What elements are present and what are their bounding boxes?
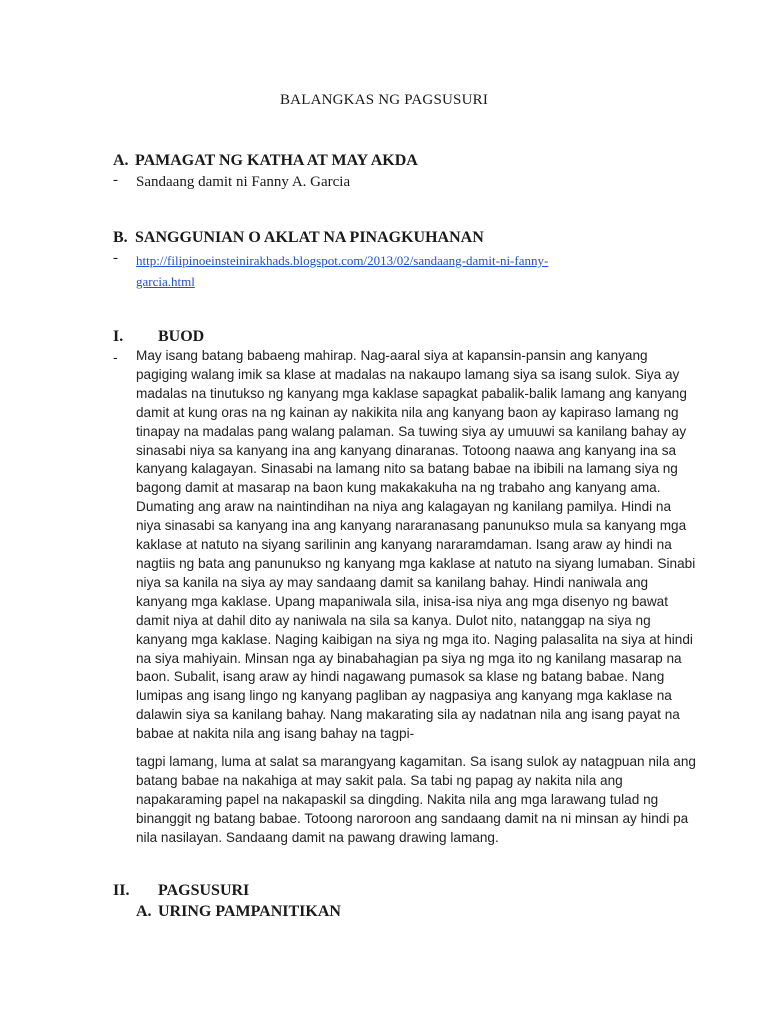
section-b-marker: B.: [113, 229, 128, 246]
section-a-bullet: -: [113, 172, 118, 188]
section-a-heading: [113, 152, 418, 170]
summary-paragraph-2: tagpi lamang, luma at salat sa marangyang kagamitan. Sa isang sulok ay natagpuan nila ang batang babae na nakahiga at may sakit pala. Sa tabi ng papag ay nakita nila ang napakaraming papel na nakapaskil sa dingding. Nakita nila ang mga larawang tulad ng binanggit ng batang babae. Totoong naroroon ang sandaang damit na ni minsan ay hindi pa nila nasilayan. Sandaang damit na pawang drawing lamang.: [136, 754, 696, 845]
summary-paragraph-1: May isang batang babaeng mahirap. Nag-aaral siya at kapansin-pansin ang kanyang pagiging walang imik sa klase at madalas na nakaupo lamang siya sa isang sulok. Siya ay madalas na tinutukso ng kanyang mga kaklase sapagkat pabalik-balik lamang ang kanyang damit at kung oras na ng kainan ay nakikita nila ang kanyang baon ay kapiraso lamang ng tinapay na madalas pang walang palaman. Sa tuwing siya ay umuuwi sa kanilang bahay ay sinasabi niya sa kanyang ina ang kanyang dinaranas. Totoong naawa ang kanyang ina sa kanyang kalagayan. Sinasabi na lamang nito sa batang babae na ibibili na lamang siya ng bagong damit at masarap na baon kung makakakuha na ng trabaho ang kanyang ama. Dumating ang araw na naintindihan na niya ang kalagayan ng kanilang pamilya. Hindi na niya sinasabi sa kanyang ina ang kanyang nararanasang panunukso mula sa kanyang mga kaklase at natuto na siyang sarilinin ang kanyang nararamdaman. Isang araw ay hindi na nagtiis ng bata ang panunukso ng kanyang mga kaklase at natuto na siyang lumaban. Sinabi niya sa kanila na siya ay may sandaang damit sa kanilang bahay. Hindi naniwala ang kanyang mga kaklase. Upang mapaniwala sila, inisa-isa niya ang mga disenyo ng bawat damit niya at dahil dito ay naniwala na sila sa kanya. Dulot nito, natanggap na siya ng kanyang mga kaklase. Naging kaibigan na siya ng mga ito. Naging palasalita na siya at hindi na siya mahiyain. Minsan nga ay binabahagian pa siya ng mga ito ng kanilang masarap na baon. Subalit, isang araw ay hindi nagawang pumasok sa klase ng batang babae. Nang lumipas ang isang lingo ng kanyang pagliban ay nagpasiya ang kanyang mga kaklase na dalawin siya sa kanilang bahay. Nang makarating sila ay nadatnan nila ang isang payat na babae at nakita nila ang isang bahay na tagpi-: [136, 348, 696, 742]
summary-bullet: -: [113, 349, 118, 365]
document-title: BALANGKAS NG PAGSUSURI: [279, 92, 489, 108]
section-i-marker: I.: [113, 328, 124, 345]
section-ii-a-title: URING PAMPANITIKAN: [158, 903, 341, 920]
section-ii-title: PAGSUSURI: [158, 882, 250, 899]
section-ii-marker: II.: [113, 882, 130, 899]
section-b-title: SANGGUNIAN O AKLAT NA PINAGKUHANAN: [135, 229, 484, 246]
section-a-title: PAMAGAT NG KATHA AT MAY AKDA: [135, 152, 418, 169]
section-ii-a-marker: A.: [136, 903, 152, 920]
section-i-title: BUOD: [158, 328, 205, 345]
source-link[interactable]: [136, 250, 636, 292]
section-b-bullet: -: [113, 250, 118, 266]
section-i-heading: [113, 328, 204, 346]
section-a-marker: A.: [113, 152, 129, 169]
source-link-line2[interactable]: garcia.html: [136, 274, 195, 289]
section-b-heading: [113, 229, 484, 247]
source-link-line1[interactable]: http://filipinoeinsteinirakhads.blogspot.com/2013/02/sandaang-damit-ni-fanny-: [136, 253, 549, 268]
section-ii-heading: [113, 882, 249, 900]
section-ii-a-heading: [136, 903, 341, 921]
section-a-item: Sandaang damit ni Fanny A. Garcia: [136, 174, 351, 190]
